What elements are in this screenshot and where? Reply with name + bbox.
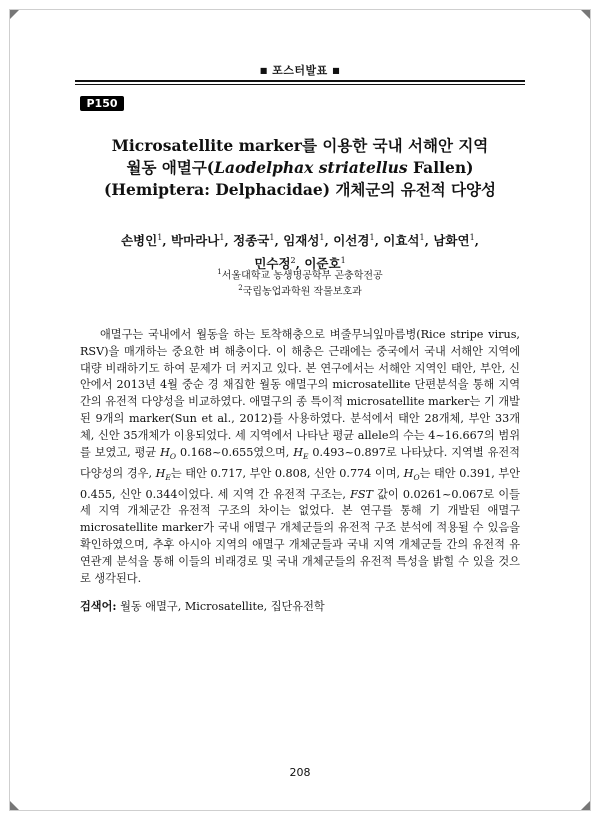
he-subscript: E (303, 451, 309, 461)
affiliation-list (75, 266, 525, 299)
abstract-text: 0.493~0.897로 나타났다. 지역별 유전적 다양성의 경우, (80, 445, 520, 480)
affiliation-1 (75, 266, 525, 282)
ho-letter: H (160, 445, 170, 459)
author-line-2: 민수정$^2$, 이준호$^1$ (254, 256, 346, 272)
title-line-2 (75, 157, 525, 179)
poster-id-badge: P150 (80, 96, 124, 111)
author-name: 남화연 (433, 233, 470, 249)
he-symbol (156, 467, 171, 480)
paper-title (75, 135, 525, 201)
author-name: 손병인 (120, 233, 158, 249)
corner-mark-bottom-right (581, 801, 590, 810)
affiliation-mark: 1 (217, 268, 222, 276)
ho-subscript: O (169, 451, 177, 461)
he-letter: H (155, 466, 166, 480)
ho-symbol (160, 446, 176, 459)
affiliation-mark: 2 (238, 284, 243, 293)
author-affil-mark: 1 (369, 233, 375, 242)
author-name: 이선경 (333, 233, 370, 249)
ho-subscript: O (413, 472, 420, 482)
author-name: 민수정 (254, 256, 291, 272)
affiliation-text: 서울대학교 농생명공학부 곤충학전공 (221, 270, 383, 282)
author-affil-mark: 1 (157, 233, 163, 242)
ho-symbol (404, 467, 420, 480)
author-name: 이효석 (383, 233, 420, 249)
abstract-text: 는 태안 0.717, 부안 0.808, 신안 0.774 이며, (170, 466, 404, 480)
author-name: 이준호 (304, 256, 341, 272)
header-label: 포스터발표 (272, 64, 328, 77)
affiliation-2 (75, 282, 525, 298)
keywords (80, 598, 520, 615)
he-subscript: E (165, 472, 171, 482)
fst-symbol: FST (350, 487, 373, 501)
author-name: 임재성 (283, 233, 320, 249)
corner-mark-bottom-left (10, 801, 19, 810)
author-line-1: 손병인$^1$, 박마라나$^1$, 정종국$^1$, 임재성$^1$, 이선경$^1$, 이효석$^1$, 남화연$^1$, (120, 233, 480, 249)
title-line-3: (Hemiptera: Delphacidae) 개체군의 유전적 다양성 (104, 180, 496, 199)
header-bullet-right: ■ (332, 66, 341, 75)
page-number: 208 (289, 766, 311, 779)
title-line-2-post: Fallen) (407, 158, 474, 177)
author-affil-mark: 1 (219, 233, 225, 242)
header-bullet-left: ■ (259, 66, 268, 75)
abstract-text: 값이 0.0261~0.067로 이들 세 지역 개체군간 유전적 구조의 차이는 없었다. 본 연구를 통해 기 개발된 애멸구 microsatellite marker가 국내 애멸구 개체군들의 유전적 구조 분석에 적용될 수 있음을 확인하였으며, 추후 아시아 지역의 애멸구 개체군들과 국내 지역 개체군들 간의 유전적 유연관계 분석을 통해 이들의 비래경로 및 국내 개체군들의 유전적 특성을 밝힐 수 있을 것으로 생각된다. (80, 487, 520, 585)
author-affil-mark: 1 (340, 256, 346, 266)
header-rule-thin (75, 84, 525, 85)
corner-mark-top-left (10, 10, 19, 19)
keywords-text: 월동 애멸구, Microsatellite, 집단유전학 (116, 600, 325, 613)
author-affil-mark: 2 (290, 256, 296, 266)
author-affil-mark: 1 (319, 233, 325, 242)
abstract-text: 애멸구는 국내에서 월동을 하는 토착해충으로 벼줄무늬잎마름병(Rice stripe virus, RSV)을 매개하는 중요한 벼 해충이다. 이 해충은 근래에는 중국에서 국내 서해안 지역에 대량 비래하기도 하여 문제가 더 커지고 있다. 본 연구에서는 서해안 지역인 태안, 부안, 신안에서 2013년 4월 중순 경 채집한 월동 애멸구의 microsatellite 단편분석을 통해 지역 간의 유전적 다양성을 비교하였다. 애멸구의 종 특이적 microsatellite marker는 기 개발된 9개의 marker(Sun et al., 2012)를 사용하였다. 분석에서 태안 28개체, 부안 33개체, 신안 35개체가 이용되었다. 세 지역에서 나타난 평균 allele의 수는 4~16.667의 범위를 보였고, 평균 (80, 328, 520, 459)
abstract-text: 는 태안 0.391, 부안 0.455, 신안 0.344이었다. 세 지역 간 유전적 구조는, (80, 466, 521, 501)
title-line-1: Microsatellite marker를 이용한 국내 서해안 지역 (111, 136, 489, 155)
ho-letter: H (403, 466, 414, 480)
keywords-label: 검색어: (80, 599, 117, 613)
author-name: 박마라나 (171, 233, 220, 249)
he-symbol (293, 446, 308, 459)
species-name: Laodelphax striatellus (214, 158, 408, 177)
corner-mark-top-right (581, 10, 590, 19)
title-line-2-pre: 월동 애멸구( (126, 158, 215, 177)
section-header (75, 62, 525, 78)
author-name: 정종국 (233, 233, 270, 249)
author-affil-mark: 1 (269, 233, 275, 242)
author-affil-mark: 1 (419, 233, 425, 242)
abstract-text: 0.168~0.655였으며, (176, 445, 294, 459)
abstract-body (80, 327, 520, 587)
affiliation-text: 국립농업과학원 작물보호과 (242, 286, 362, 298)
he-letter: H (293, 445, 304, 459)
header-rule-thick (75, 80, 525, 82)
author-affil-mark: 1 (469, 233, 475, 242)
